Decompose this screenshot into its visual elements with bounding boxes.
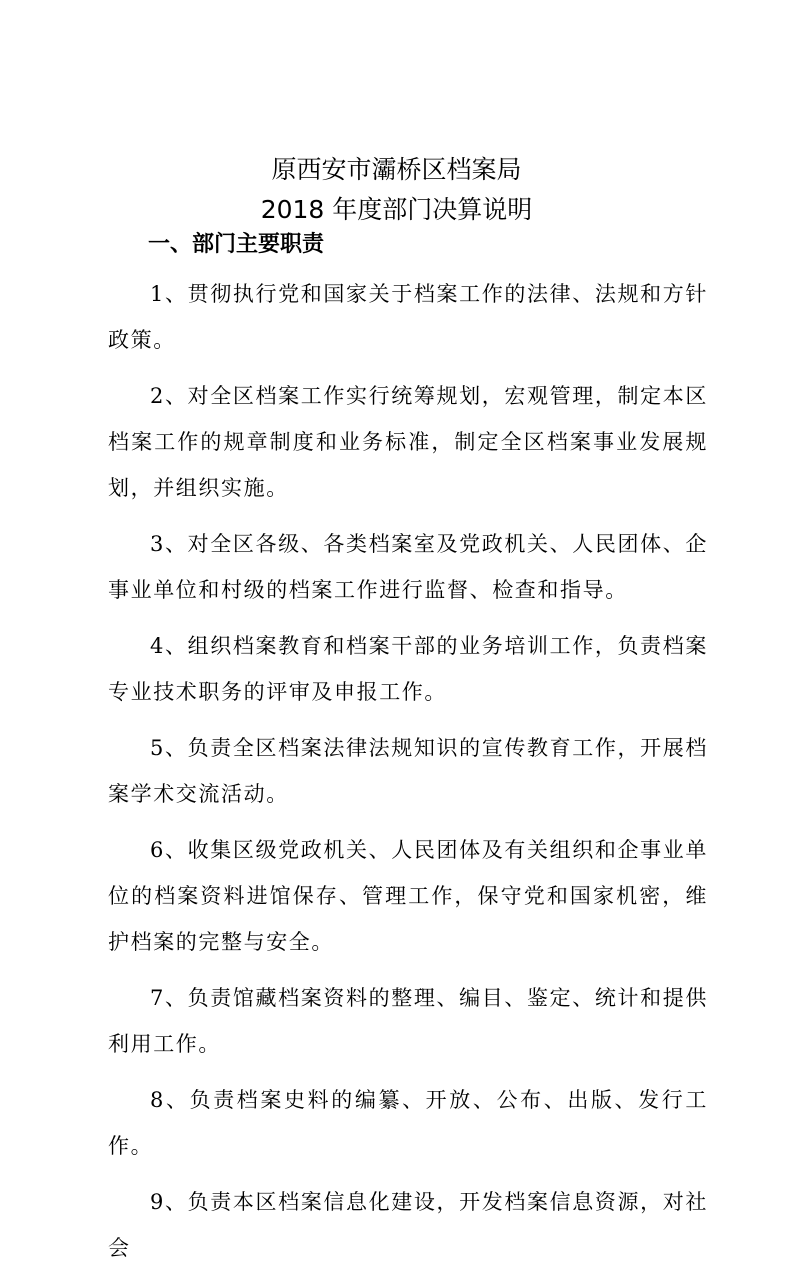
- duty-paragraph-5: 5、负责全区档案法律法规知识的宣传教育工作，开展档案学术交流活动。: [108, 736, 708, 806]
- duties-list: [108, 271, 708, 1281]
- document-title: [0, 150, 793, 230]
- duty-paragraph-1: 1、贯彻执行党和国家关于档案工作的法律、法规和方针政策。: [108, 282, 708, 352]
- duty-paragraph-9: 9、负责本区档案信息化建设，开发档案信息资源，对社会: [108, 1190, 708, 1260]
- title-line-organization: 原西安市灞桥区档案局: [271, 155, 522, 184]
- duty-paragraph-3: 3、对全区各级、各类档案室及党政机关、人民团体、企事业单位和村级的档案工作进行监督、检查和指导。: [108, 532, 708, 602]
- duty-paragraph-6: 6、收集区级党政机关、人民团体及有关组织和企事业单位的档案资料进馆保存、管理工作，保守党和国家机密，维护档案的完整与安全。: [108, 838, 708, 954]
- duty-paragraph-8: 8、负责档案史料的编纂、开放、公布、出版、发行工作。: [108, 1088, 708, 1158]
- duty-paragraph-4: 4、组织档案教育和档案干部的业务培训工作，负责档案专业技术职务的评审及申报工作。: [108, 634, 708, 704]
- duty-paragraph-2: 2、对全区档案工作实行统筹规划，宏观管理，制定本区档案工作的规章制度和业务标准，制定全区档案事业发展规划，并组织实施。: [108, 384, 708, 500]
- section-heading-main-duties: 一、部门主要职责: [148, 232, 325, 257]
- title-line-report: 2018 年度部门决算说明: [260, 195, 533, 224]
- duty-paragraph-7: 7、负责馆藏档案资料的整理、编目、鉴定、统计和提供利用工作。: [108, 986, 708, 1056]
